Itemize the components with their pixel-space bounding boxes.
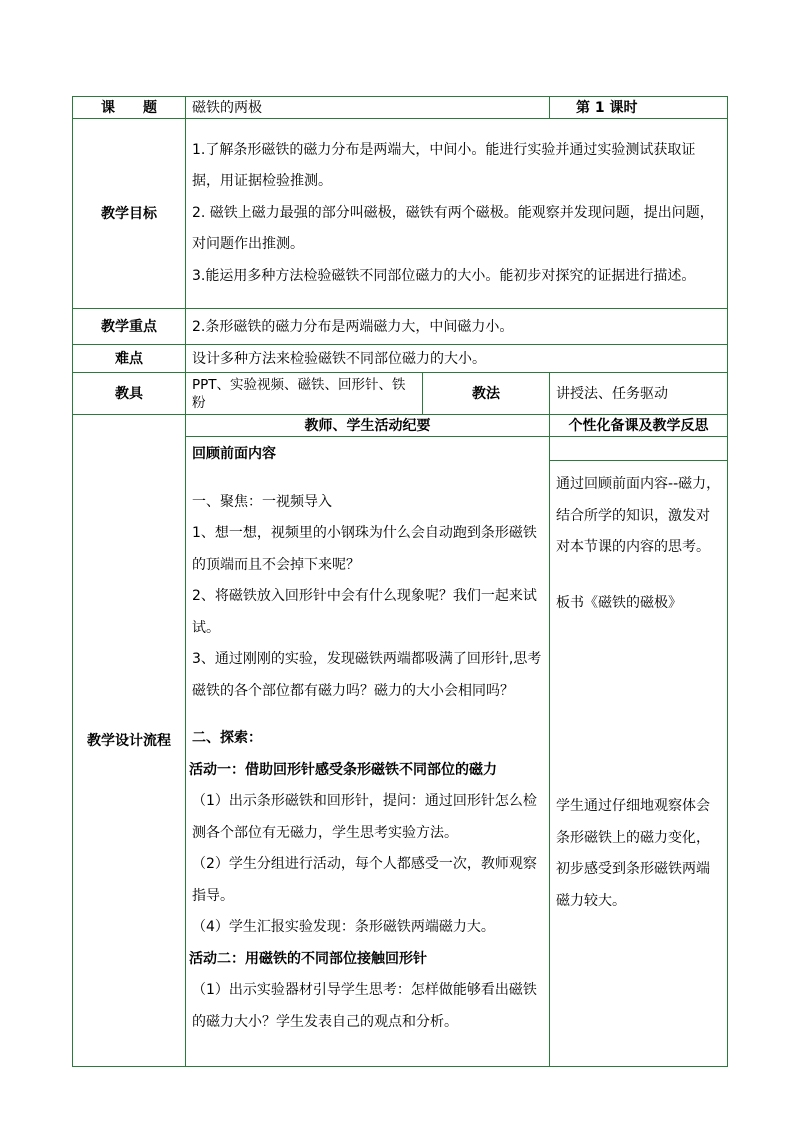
objectives-row bbox=[73, 119, 728, 309]
topic-label: 课 题 bbox=[73, 97, 186, 119]
objective-item: 2. 磁铁上磁力最强的部分叫磁极，磁铁有两个磁极。能观察并发现问题，提出问题，对问题作出推测。 bbox=[192, 204, 714, 253]
difficulty-row bbox=[73, 345, 728, 373]
objectives-cell bbox=[186, 119, 728, 309]
objective-item: 1.了解条形磁铁的磁力分布是两端大，中间小。能进行实验并通过实验测试获取证据，用证据检验推测。 bbox=[192, 141, 696, 190]
key-point-label: 教学重点 bbox=[73, 309, 186, 345]
tools-row bbox=[73, 373, 728, 415]
reflection-column-header: 个性化备课及教学反思 bbox=[550, 415, 728, 437]
activity2-title: 活动二：用磁铁的不同部位接触回形针 bbox=[189, 950, 427, 967]
activity-cell bbox=[186, 437, 550, 1067]
objective-item: 3.能运用多种方法检验磁铁不同部位磁力的大小。能初步对探究的证据进行描述。 bbox=[192, 267, 696, 284]
topic-row bbox=[73, 97, 728, 119]
activity1-item: （2）学生分组进行活动，每个人都感受一次，教师观察指导。 bbox=[192, 856, 537, 904]
section1-item: 1、想一想，视频里的小钢珠为什么会自动跑到条形磁铁的顶端而且不会掉下来呢？ bbox=[192, 525, 537, 573]
lesson-plan bbox=[72, 96, 727, 1067]
lesson-plan-table bbox=[72, 96, 728, 1067]
activity2-item: （1）出示实验器材引导学生思考：怎样做能够看出磁铁的磁力大小？学生发表自己的观点和分析。 bbox=[192, 982, 537, 1030]
review-title: 回顾前面内容 bbox=[192, 446, 276, 462]
section1-item: 3、通过刚刚的实验，发现磁铁两端都吸满了回形针,思考磁铁的各个部位都有磁力吗？磁力的大小会相同吗？ bbox=[192, 651, 542, 699]
section1-item: 2、将磁铁放入回形针中会有什么现象呢？我们一起来试试。 bbox=[192, 588, 537, 636]
reflection-note: 通过回顾前面内容--磁力，结合所学的知识，激发对对本节课的内容的思考。 bbox=[556, 476, 721, 555]
tools-label: 教具 bbox=[73, 373, 186, 415]
section1-title: 一、聚焦：一视频导入 bbox=[192, 493, 332, 510]
reflection-note: 板书《磁铁的磁极》 bbox=[556, 594, 683, 611]
period-value: 第 1 课时 bbox=[550, 97, 728, 119]
activity1-title: 活动一：借助回形针感受条形磁铁不同部位的磁力 bbox=[189, 761, 497, 778]
reflection-note: 学生通过仔细地观察体会条形磁铁上的磁力变化，初步感受到条形磁铁两端磁力较大。 bbox=[556, 798, 711, 909]
reflection-cell bbox=[550, 461, 728, 1067]
topic-value: 磁铁的两极 bbox=[186, 97, 550, 119]
objectives-label: 教学目标 bbox=[73, 119, 186, 309]
section2-title: 二、探索： bbox=[192, 730, 262, 746]
method-label: 教法 bbox=[423, 373, 550, 415]
activity1-item: （1）出示条形磁铁和回形针，提问：通过回形针怎么检测各个部位有无磁力，学生思考实验方法。 bbox=[192, 793, 537, 841]
reflection-top-cell bbox=[550, 437, 728, 461]
process-header-row bbox=[73, 415, 728, 437]
difficulty-text: 设计多种方法来检验磁铁不同部位磁力的大小。 bbox=[186, 345, 728, 373]
tools-text: PPT、实验视频、磁铁、回形针、铁粉 bbox=[186, 373, 423, 415]
activity-column-header: 教师、学生活动纪要 bbox=[186, 415, 550, 437]
difficulty-label: 难点 bbox=[73, 345, 186, 373]
activity1-item: （4）学生汇报实验发现：条形磁铁两端磁力大。 bbox=[192, 919, 495, 935]
method-text: 讲授法、任务驱动 bbox=[550, 373, 728, 415]
key-point-text: 2.条形磁铁的磁力分布是两端磁力大，中间磁力小。 bbox=[186, 309, 728, 345]
process-label: 教学设计流程 bbox=[73, 415, 186, 1067]
key-point-row bbox=[73, 309, 728, 345]
